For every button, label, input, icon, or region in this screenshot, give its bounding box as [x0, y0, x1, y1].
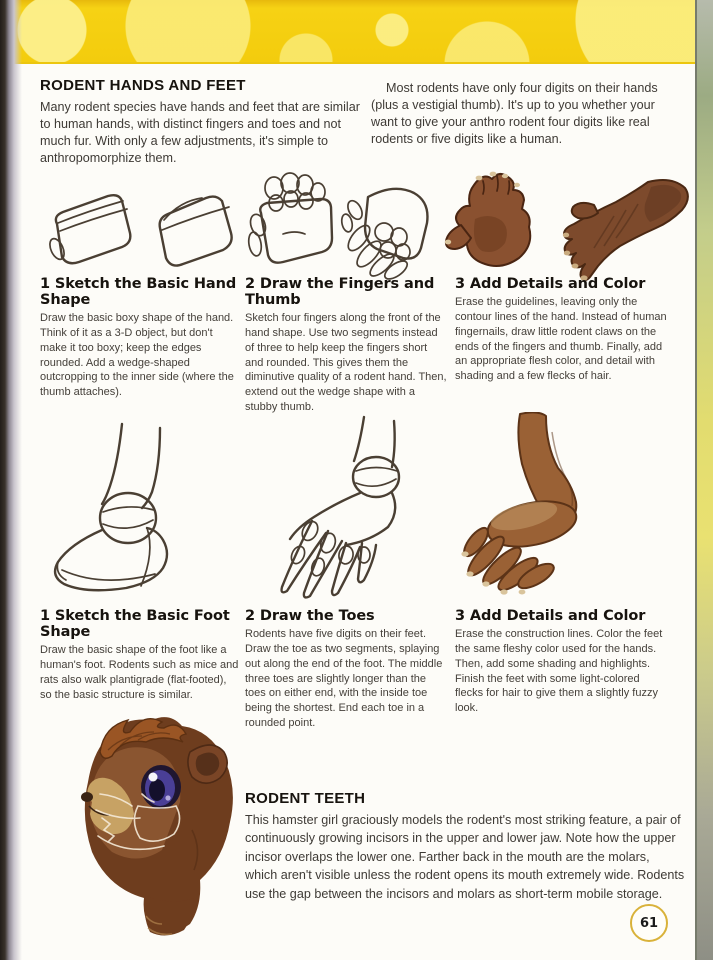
hand-step-3-heading: 3 Add Details and Color	[455, 276, 646, 292]
hand-sketch-basic-shape-1-illustration	[42, 182, 142, 272]
yellow-bubble-band	[0, 0, 699, 64]
section-title-hands-feet: RODENT HANDS AND FEET	[40, 77, 246, 94]
page-number: 61	[639, 915, 659, 931]
foot-sketch-basic-shape-illustration	[42, 420, 230, 602]
foot-step-1-heading: 1 Sketch the Basic Foot Shape	[40, 608, 230, 640]
foot-colored-illustration	[448, 412, 624, 606]
section-title-teeth: RODENT TEETH	[245, 790, 366, 807]
intro-column-left: Many rodent species have hands and feet that are similar to human hands, with distinct fingers and toes and not much fur. With only a few adjustments, it's simple to anthropomorphize them.	[40, 100, 360, 165]
teeth-body: This hamster girl graciously models the rodent's most striking feature, a pair of continuously growing incisors in the upper and lower jaw. Note how the upper incisor overlaps the lower one. Farther back in the mouth are the molars, which aren't visible unless the rodent opens its mouth extremely wide. Rodents use the gap between the incisors and molars as short-term mobile storage.	[245, 813, 685, 901]
hand-step-3	[455, 276, 670, 384]
foot-step-2	[245, 608, 447, 731]
hand-step-2-body: Sketch four fingers along the front of the hand shape. Use two segments instead of three to help keep the fingers short and rounded. This gives them the diminutive quality of a rodent hand. Then, extend out the wedge shape with a stubby thumb.	[245, 312, 447, 414]
foot-step-1	[40, 608, 240, 702]
hand-step-2	[245, 276, 447, 415]
hamster-girl-head-illustration	[42, 710, 254, 944]
hand-step-1-body: Draw the basic boxy shape of the hand. Think of it as a 3-D object, but don't make it too boxy; keep the edges rounded. Add a wedge-shaped outcropping to the inner side (where the thumb attaches).	[40, 312, 234, 399]
hand-colored-open-illustration	[552, 176, 692, 290]
foot-step-1-body: Draw the basic shape of the foot like a human's foot. Rodents such as mice and rats also walk plantigrade (flat-footed), so the basic structure is similar.	[40, 644, 239, 701]
hand-step-1	[40, 276, 240, 400]
hand-step-3-body: Erase the guidelines, leaving only the contour lines of the hand. Instead of human fingernails, draw little rodent claws on the ends of the fingers and thumb. Finally, add an appropriate flesh color, and detail with shading and a few flecks of hair.	[455, 296, 667, 383]
book-gutter-shadow	[0, 0, 22, 960]
foot-step-2-heading: 2 Draw the Toes	[245, 608, 375, 624]
foot-sketch-toes-illustration	[248, 415, 420, 603]
foot-step-3-body: Erase the construction lines. Color the feet the same fleshy color used for the hands. Then, add some shading and highlights. Finish the feet with some light-colored flecks for hair to give them a slightly fuzzy look.	[455, 628, 663, 715]
hand-sketch-fingers-1-illustration	[243, 172, 335, 274]
hand-step-2-heading: 2 Draw the Fingers and Thumb	[245, 276, 435, 308]
book-page-edge	[695, 0, 713, 960]
hand-sketch-fingers-2-illustration	[338, 178, 434, 280]
intro-column-right: Most rodents have only four digits on their hands (plus a vestigial thumb). It's up to you whether your want to give your anthro rodent four digits like real rodents or five digits like a human.	[371, 81, 658, 146]
hand-step-1-heading: 1 Sketch the Basic Hand Shape	[40, 276, 237, 308]
hand-colored-fist-illustration	[438, 168, 548, 278]
page-number-badge	[630, 904, 668, 942]
foot-step-3-heading: 3 Add Details and Color	[455, 608, 646, 624]
foot-step-2-body: Rodents have five digits on their feet. Draw the toe as two segments, splaying out along the end of the foot. The middle three toes are slightly longer than the toes on either end, with the inside toe being the shortest. End each toe in a rounded point.	[245, 628, 443, 730]
foot-step-3	[455, 608, 670, 716]
hand-sketch-basic-shape-2-illustration	[152, 186, 242, 272]
